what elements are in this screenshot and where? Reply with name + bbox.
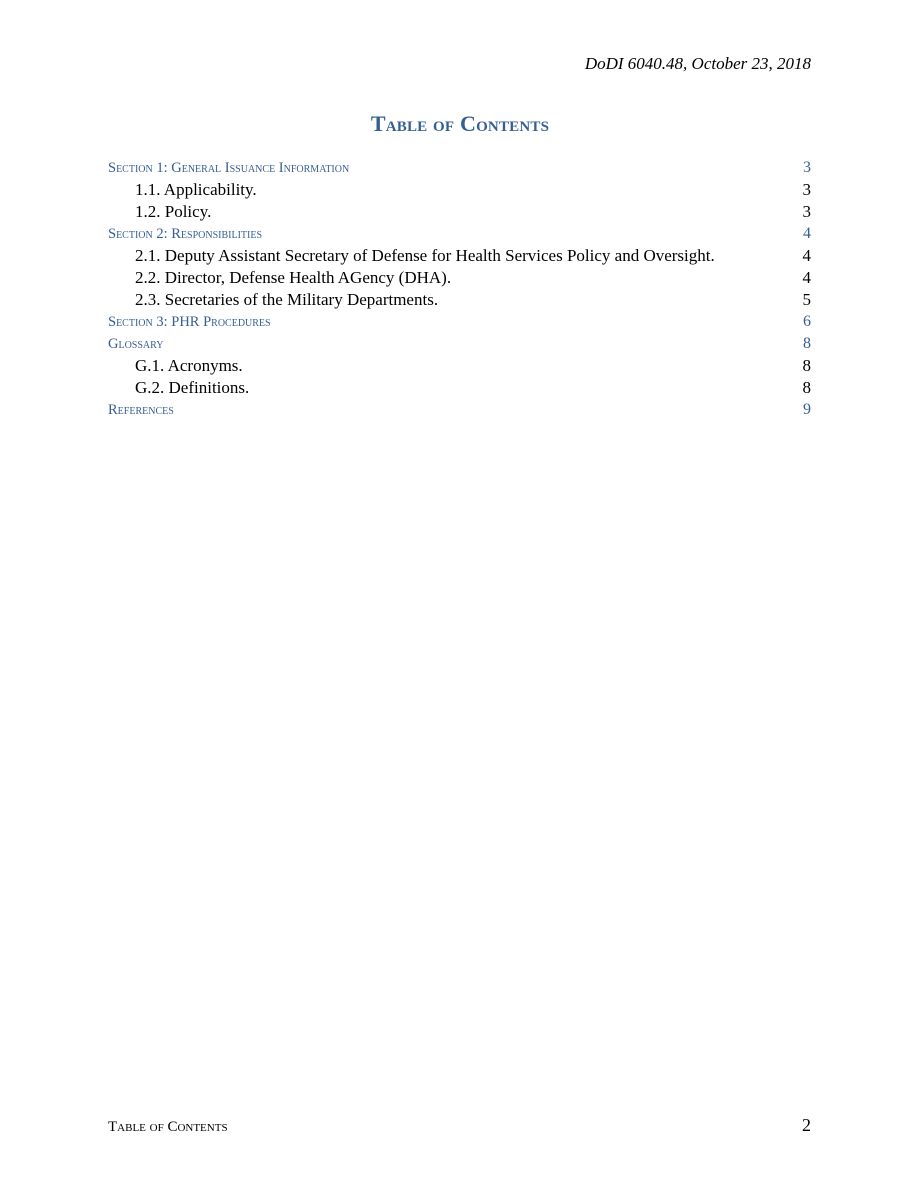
footer-section-label: Table of Contents <box>108 1119 228 1135</box>
toc-title: Table of Contents <box>370 111 550 136</box>
toc-entry-label: Glossary <box>108 336 164 352</box>
toc-entry-label: 1.1. Applicability. <box>135 180 257 199</box>
toc-entry-g-1[interactable] <box>108 355 811 377</box>
toc-entry-section-1[interactable] <box>108 157 811 179</box>
toc-entry-1-2[interactable] <box>108 201 811 223</box>
toc-entry-section-3[interactable] <box>108 311 811 333</box>
toc-entry-label: Section 3: PHR Procedures <box>108 314 271 330</box>
toc-entry-label: 1.2. Policy. <box>135 202 212 221</box>
toc-entry-1-1[interactable] <box>108 179 811 201</box>
toc-entry-page: 3 <box>803 159 811 176</box>
table-of-contents <box>108 157 811 421</box>
toc-entry-page: 8 <box>803 335 811 352</box>
toc-entry-page: 4 <box>802 246 811 265</box>
toc-entry-label: Section 2: Responsibilities <box>108 226 263 242</box>
toc-entry-label: 2.1. Deputy Assistant Secretary of Defense for Health Services Policy and Oversight. <box>135 246 715 265</box>
toc-entry-label: 2.2. Director, Defense Health AGency (DHA). <box>135 268 452 287</box>
toc-entry-label: References <box>108 402 174 418</box>
toc-entry-g-2[interactable] <box>108 377 811 399</box>
toc-entry-label: G.2. Definitions. <box>135 378 250 397</box>
toc-entry-page: 4 <box>803 225 811 242</box>
toc-entry-2-3[interactable] <box>108 289 811 311</box>
toc-entry-page: 3 <box>802 202 811 221</box>
toc-entry-page: 5 <box>802 290 811 309</box>
toc-entry-page: 8 <box>802 378 811 397</box>
toc-entry-page: 3 <box>802 180 811 199</box>
toc-entry-section-2[interactable] <box>108 223 811 245</box>
toc-entry-glossary[interactable] <box>108 333 811 355</box>
toc-entry-page: 4 <box>802 268 811 287</box>
footer-page-number: 2 <box>802 1115 811 1135</box>
toc-entry-2-1[interactable] <box>108 245 811 267</box>
toc-entry-page: 8 <box>802 356 811 375</box>
toc-entry-label: 2.3. Secretaries of the Military Departments. <box>135 290 439 309</box>
toc-entry-page: 9 <box>803 401 811 418</box>
toc-entry-2-2[interactable] <box>108 267 811 289</box>
toc-entry-page: 6 <box>803 313 811 330</box>
running-header: DoDI 6040.48, October 23, 2018 <box>584 54 811 73</box>
toc-entry-label: Section 1: General Issuance Information <box>108 160 350 176</box>
toc-entry-references[interactable] <box>108 399 811 421</box>
toc-entry-label: G.1. Acronyms. <box>135 356 243 375</box>
